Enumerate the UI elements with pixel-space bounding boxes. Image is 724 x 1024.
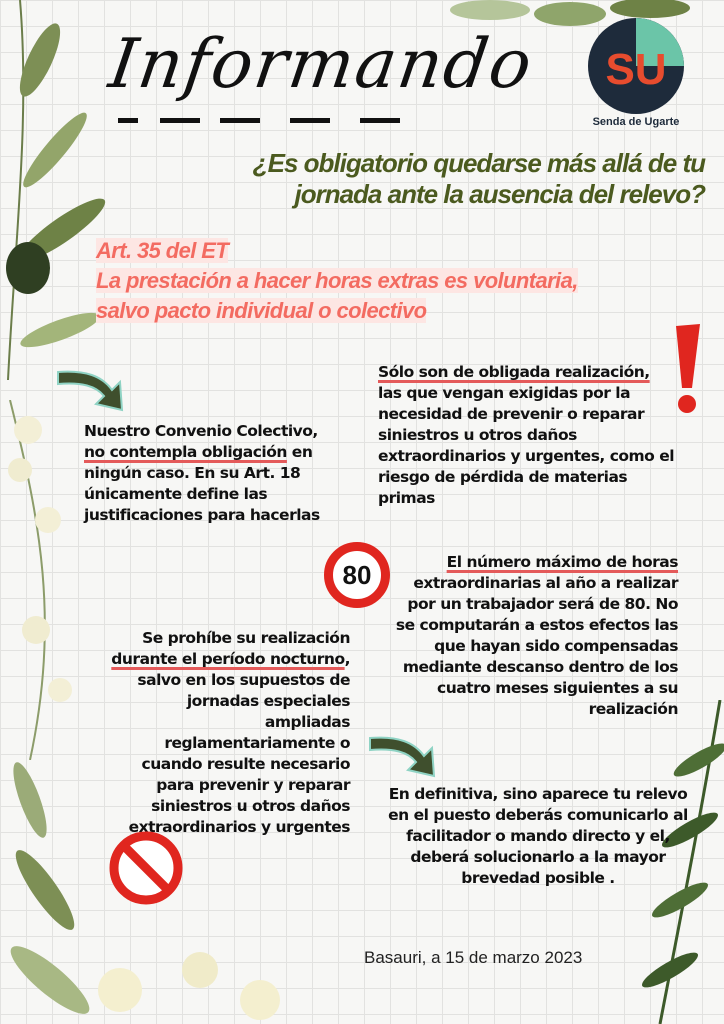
- obligada-underlined: Sólo son de obligada realización,: [378, 363, 650, 381]
- article-ref: Art. 35 del ET: [96, 238, 229, 263]
- nocturno-block: [110, 628, 350, 838]
- article-text: [96, 236, 636, 326]
- obligada-rest: las que vengan exigidas por la necesidad de prevenir o reparar siniestros u otros daños extraordinarios y urgentes, como el riesgo de pérdida de materias primas: [378, 384, 675, 507]
- date-text: Basauri, a 15 de marzo 2023: [364, 948, 583, 967]
- obligada-block: [378, 362, 678, 509]
- logo-caption: Senda de Ugarte: [592, 116, 680, 128]
- logo-graphic: [588, 18, 684, 114]
- convenio-lead: Nuestro Convenio Colectivo,: [84, 422, 318, 440]
- convenio-underlined: no contempla obligación: [84, 443, 287, 461]
- nocturno-underlined: durante el período nocturno: [111, 650, 345, 668]
- flowers-decoration-left: [0, 400, 90, 760]
- prohibited-icon: [108, 830, 184, 906]
- definitiva-block: En definitiva, sino aparece tu relevo en el puesto deberás comunicarlo al facilitador o mando directo y el, deberá solucionarlo a la mayor brevedad posible .: [388, 785, 688, 887]
- maximo-rest: extraordinarias al año a realizar por un trabajador será de 80. No se computarán a estos efectos las que hayan sido compensadas mediante descanso dentro de los cuatro meses siguientes a su realización: [395, 574, 678, 718]
- arrow-icon-1: [56, 366, 130, 414]
- leaf-decoration-top-left: [0, 0, 110, 380]
- nocturno-lead: Se prohíbe su realización: [142, 629, 350, 647]
- logo: [588, 18, 684, 114]
- flowers-decoration-bottom: [60, 930, 310, 1024]
- maximo-underlined: El número máximo de horas: [446, 553, 678, 571]
- title-underline-2: [160, 118, 200, 123]
- speed-limit-80-icon: [324, 542, 390, 608]
- question-heading: ¿Es obligatorio quedarse más allá de tu jornada ante la ausencia del relevo?: [252, 148, 705, 209]
- title-underline-4: [290, 118, 330, 123]
- nocturno-rest: , salvo en los supuestos de jornadas especiales ampliadas reglamentariamente o cuando resulte necesario para prevenir y reparar siniestros u otros daños extraordinarios y urgentes: [128, 650, 350, 836]
- arrow-icon-2: [368, 732, 442, 780]
- title-underline-5: [360, 118, 400, 123]
- title-underline-3: [220, 118, 260, 123]
- sign-value: 80: [342, 559, 372, 590]
- convenio-block: [84, 421, 352, 526]
- article-body: La prestación a hacer horas extras es voluntaria, salvo pacto individual o colectivo: [96, 268, 578, 323]
- page-title: Informando: [104, 25, 539, 104]
- title-underline-1: [118, 118, 138, 123]
- convenio-rest: en ningún caso. En su Art. 18 únicamente define las justificaciones para hacerlas: [84, 443, 320, 524]
- logo-letters: SU: [605, 45, 667, 94]
- maximo-block: [392, 552, 678, 720]
